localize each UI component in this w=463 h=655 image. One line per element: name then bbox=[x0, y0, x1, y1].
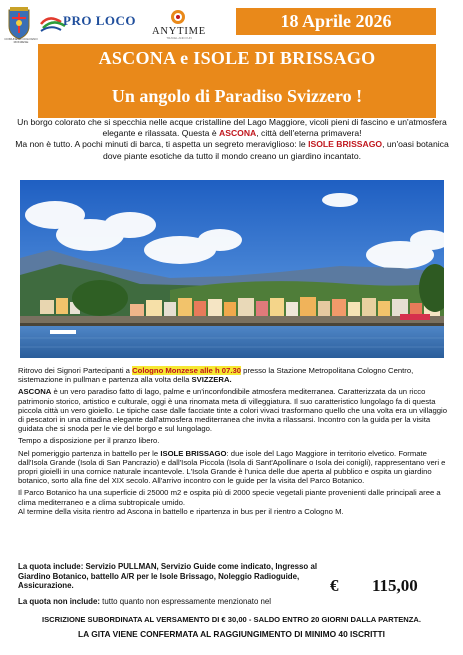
registration-note: ISCRIZIONE SUBORDINATA AL VERSAMENTO DI € 30,00 - SALDO ENTRO 20 GIORNI DALLA PARTENZA. bbox=[41, 615, 422, 624]
crest-caption: COMUNE DI COLOGNO MONZESE bbox=[4, 37, 38, 44]
price-currency: € bbox=[330, 576, 339, 595]
lunch-paragraph: Tempo a disposizione per il pranzo libero. bbox=[18, 436, 160, 446]
intro-text bbox=[14, 117, 450, 162]
park-paragraph: Il Parco Botanico ha una superficie di 25000 m2 e ospita più di 2000 specie vegetali piante provenienti dalle principali aree a clima mediterraneo e a clima subtropicale umido. bbox=[18, 488, 441, 507]
confirmation-note: LA GITA VIENE CONFERMATA AL RAGGIUNGIMENTO DI MINIMO 40 ISCRITTI bbox=[78, 629, 385, 639]
anytime-logo-text: ANYTIME bbox=[151, 26, 206, 37]
trip-date: 18 Aprile 2026 bbox=[236, 8, 436, 35]
price-includes: La quota include: Servizio PULLMAN, Servizio Guide come indicato, Ingresso al Giardino Botanico, battello A/R per le Isole Brissago, Noleggio Radioguide, Assicurazione. bbox=[18, 562, 318, 591]
afternoon-paragraph: Nel pomeriggio partenza in battello per le ISOLE BRISSAGO: due isole del Lago Maggiore in territorio elvetico. Formate dall'Isola Grande (Isola di San Pancrazio) e dall'Isola Piccola (Isola di Sant'Apollinare o Isola dei conigli), rappresentano veri e propri gioielli in una cornice naturale incantevole. L'Isola Grande è l'unica delle due aperta al pubblico e ospita un giardino botanico, sorto alla fine del XIX secolo. All'arrivo incontro con le guide per la visita del Parco Botanico. bbox=[18, 448, 446, 486]
anytime-tagline: TRAVEL AND FUN bbox=[166, 36, 192, 40]
meeting-paragraph: Ritrovo dei Signori Partecipanti a Cologno Monzese alle h 07.30 presso la Stazione Metropolitana Cologno Centro, sistemazione in pullman e partenza alla volta della SVIZZERA. bbox=[18, 366, 414, 385]
intro-paragraph-ascona: Un borgo colorato che si specchia nelle acque cristalline del Lago Maggiore, vicoli pieni di fascino e un'atmosfera elegante e rilassata. Questa è ASCONA, città dell'eterna primavera! bbox=[17, 117, 447, 139]
price-amount: 115,00 bbox=[372, 576, 418, 595]
brissago-highlight: ISOLE BRISSAGO bbox=[308, 139, 383, 150]
page-title: ASCONA e ISOLE DI BRISSAGO bbox=[98, 48, 376, 68]
ascona-lakefront-photo bbox=[20, 180, 444, 358]
intro-paragraph-brissago: Ma non è tutto. A pochi minuti di barca, ti aspetta un segreto meraviglioso: le ISOLE BRISSAGO, un'oasi botanica dove piante esotiche da tutto il mondo creano un giardino incantato. bbox=[15, 139, 449, 161]
page-subtitle: Un angolo di Paradiso Svizzero ! bbox=[111, 86, 363, 106]
proloco-logo bbox=[39, 8, 135, 34]
ascona-highlight: ASCONA bbox=[219, 128, 257, 139]
meeting-time-highlight: Cologno Monzese alle h 07.30 bbox=[132, 366, 242, 375]
price-excludes: La quota non include: tutto quanto non espressamente menzionato nel bbox=[18, 597, 272, 606]
municipality-crest bbox=[6, 6, 32, 40]
itinerary-text bbox=[18, 366, 448, 519]
ascona-paragraph: ASCONA è un vero paradiso fatto di lago, palme e un'inconfondibile atmosfera mediterranea. Caratterizzata da un ricco patrimonio storico, artistico e culturale, oggi è una rinomata meta di villeggiatura. Il suo caratteristico lungolago fa di questa piccola città un vero gioiello. Le tipiche case dalle facciate tinte a colori vivaci trasformano quello che una volta era un villaggio di pescatori in una cittadina elegante dall'atmosfera mediterranea che invita a rilassarsi. Incontro con la guida per la visita guidata che si snoda per le vie del borgo e sul lungolago. bbox=[18, 387, 448, 434]
return-paragraph: Al termine della visita rientro ad Ascona in battello e ripartenza in bus per il rientro a Cologno M. bbox=[18, 506, 344, 516]
proloco-logo-text: PRO LOCO bbox=[63, 13, 135, 28]
price-box bbox=[322, 573, 440, 599]
